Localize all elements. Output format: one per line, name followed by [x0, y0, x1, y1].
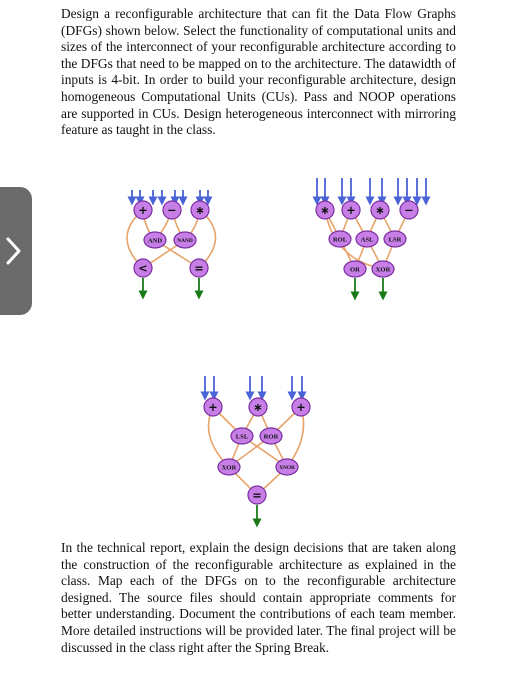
- dfg2-logic-node-label: XOR: [375, 266, 391, 274]
- dfg2-op-node-label: −: [404, 203, 414, 217]
- dfg2-op-node-label: ∗: [375, 203, 385, 217]
- dfg3-shift-node-label: LSL: [235, 433, 249, 441]
- dfg3-compare-node-label: =: [252, 488, 262, 502]
- dfg2-shift-node-label: ROL: [332, 236, 348, 244]
- dfg3-op-node-label: ∗: [253, 400, 263, 414]
- dfg1-logic-node-label: AND: [147, 237, 163, 245]
- dfg2-shift-node-label: LSR: [388, 236, 402, 244]
- dfg1-compare-node-label: =: [194, 261, 204, 275]
- dfg1-op-node-label: −: [167, 203, 177, 217]
- dfg2-op-node-label: ∗: [320, 203, 330, 217]
- dfg3-shift-node-label: ROR: [263, 433, 279, 441]
- dfg1-compare-node-label: <: [138, 261, 148, 275]
- dfg2-shift-node-label: ASL: [360, 236, 374, 244]
- dfg3-op-node-label: +: [208, 400, 218, 414]
- dfg1-logic-node-label: NAND: [177, 237, 193, 244]
- dfg1-op-node-label: +: [138, 203, 148, 217]
- dfg1-op-node-label: ∗: [195, 203, 205, 217]
- dfg3-logic-node-label: XOR: [221, 464, 237, 472]
- dfg3-op-node-label: +: [296, 400, 306, 414]
- intro-paragraph: Design a reconfigurable architecture that can fit the Data Flow Graphs (DFGs) shown below. Select the functionality of computational units and sizes of the interconnect of your reconfigurable architecture according to the DFGs that need to be mapped on to the architecture. The datawidth of inputs is 4-bit. In order to build your reconfigurable architecture, design homogeneous Computational Units (CUs). Pass and NOOP operations are supported in CUs. Design heterogeneous interconnect with mirroring feature as taught in the class.: [61, 6, 456, 138]
- report-paragraph: In the technical report, explain the design decisions that are taken along the construction of the reconfigurable architecture as explained in the class. Map each of the DFGs on to the reconfigurable architecture designed. The source files should contain appropriate comments for better understanding. Document the contributions of each team member. More detailed instructions will be provided later. The final project will be discussed in the class right after the Spring Break.: [61, 540, 456, 655]
- dfg2-logic-node-label: OR: [350, 266, 360, 274]
- dfg3-logic-node-label: XNOR: [279, 464, 295, 471]
- dfg2-op-node-label: +: [346, 203, 356, 217]
